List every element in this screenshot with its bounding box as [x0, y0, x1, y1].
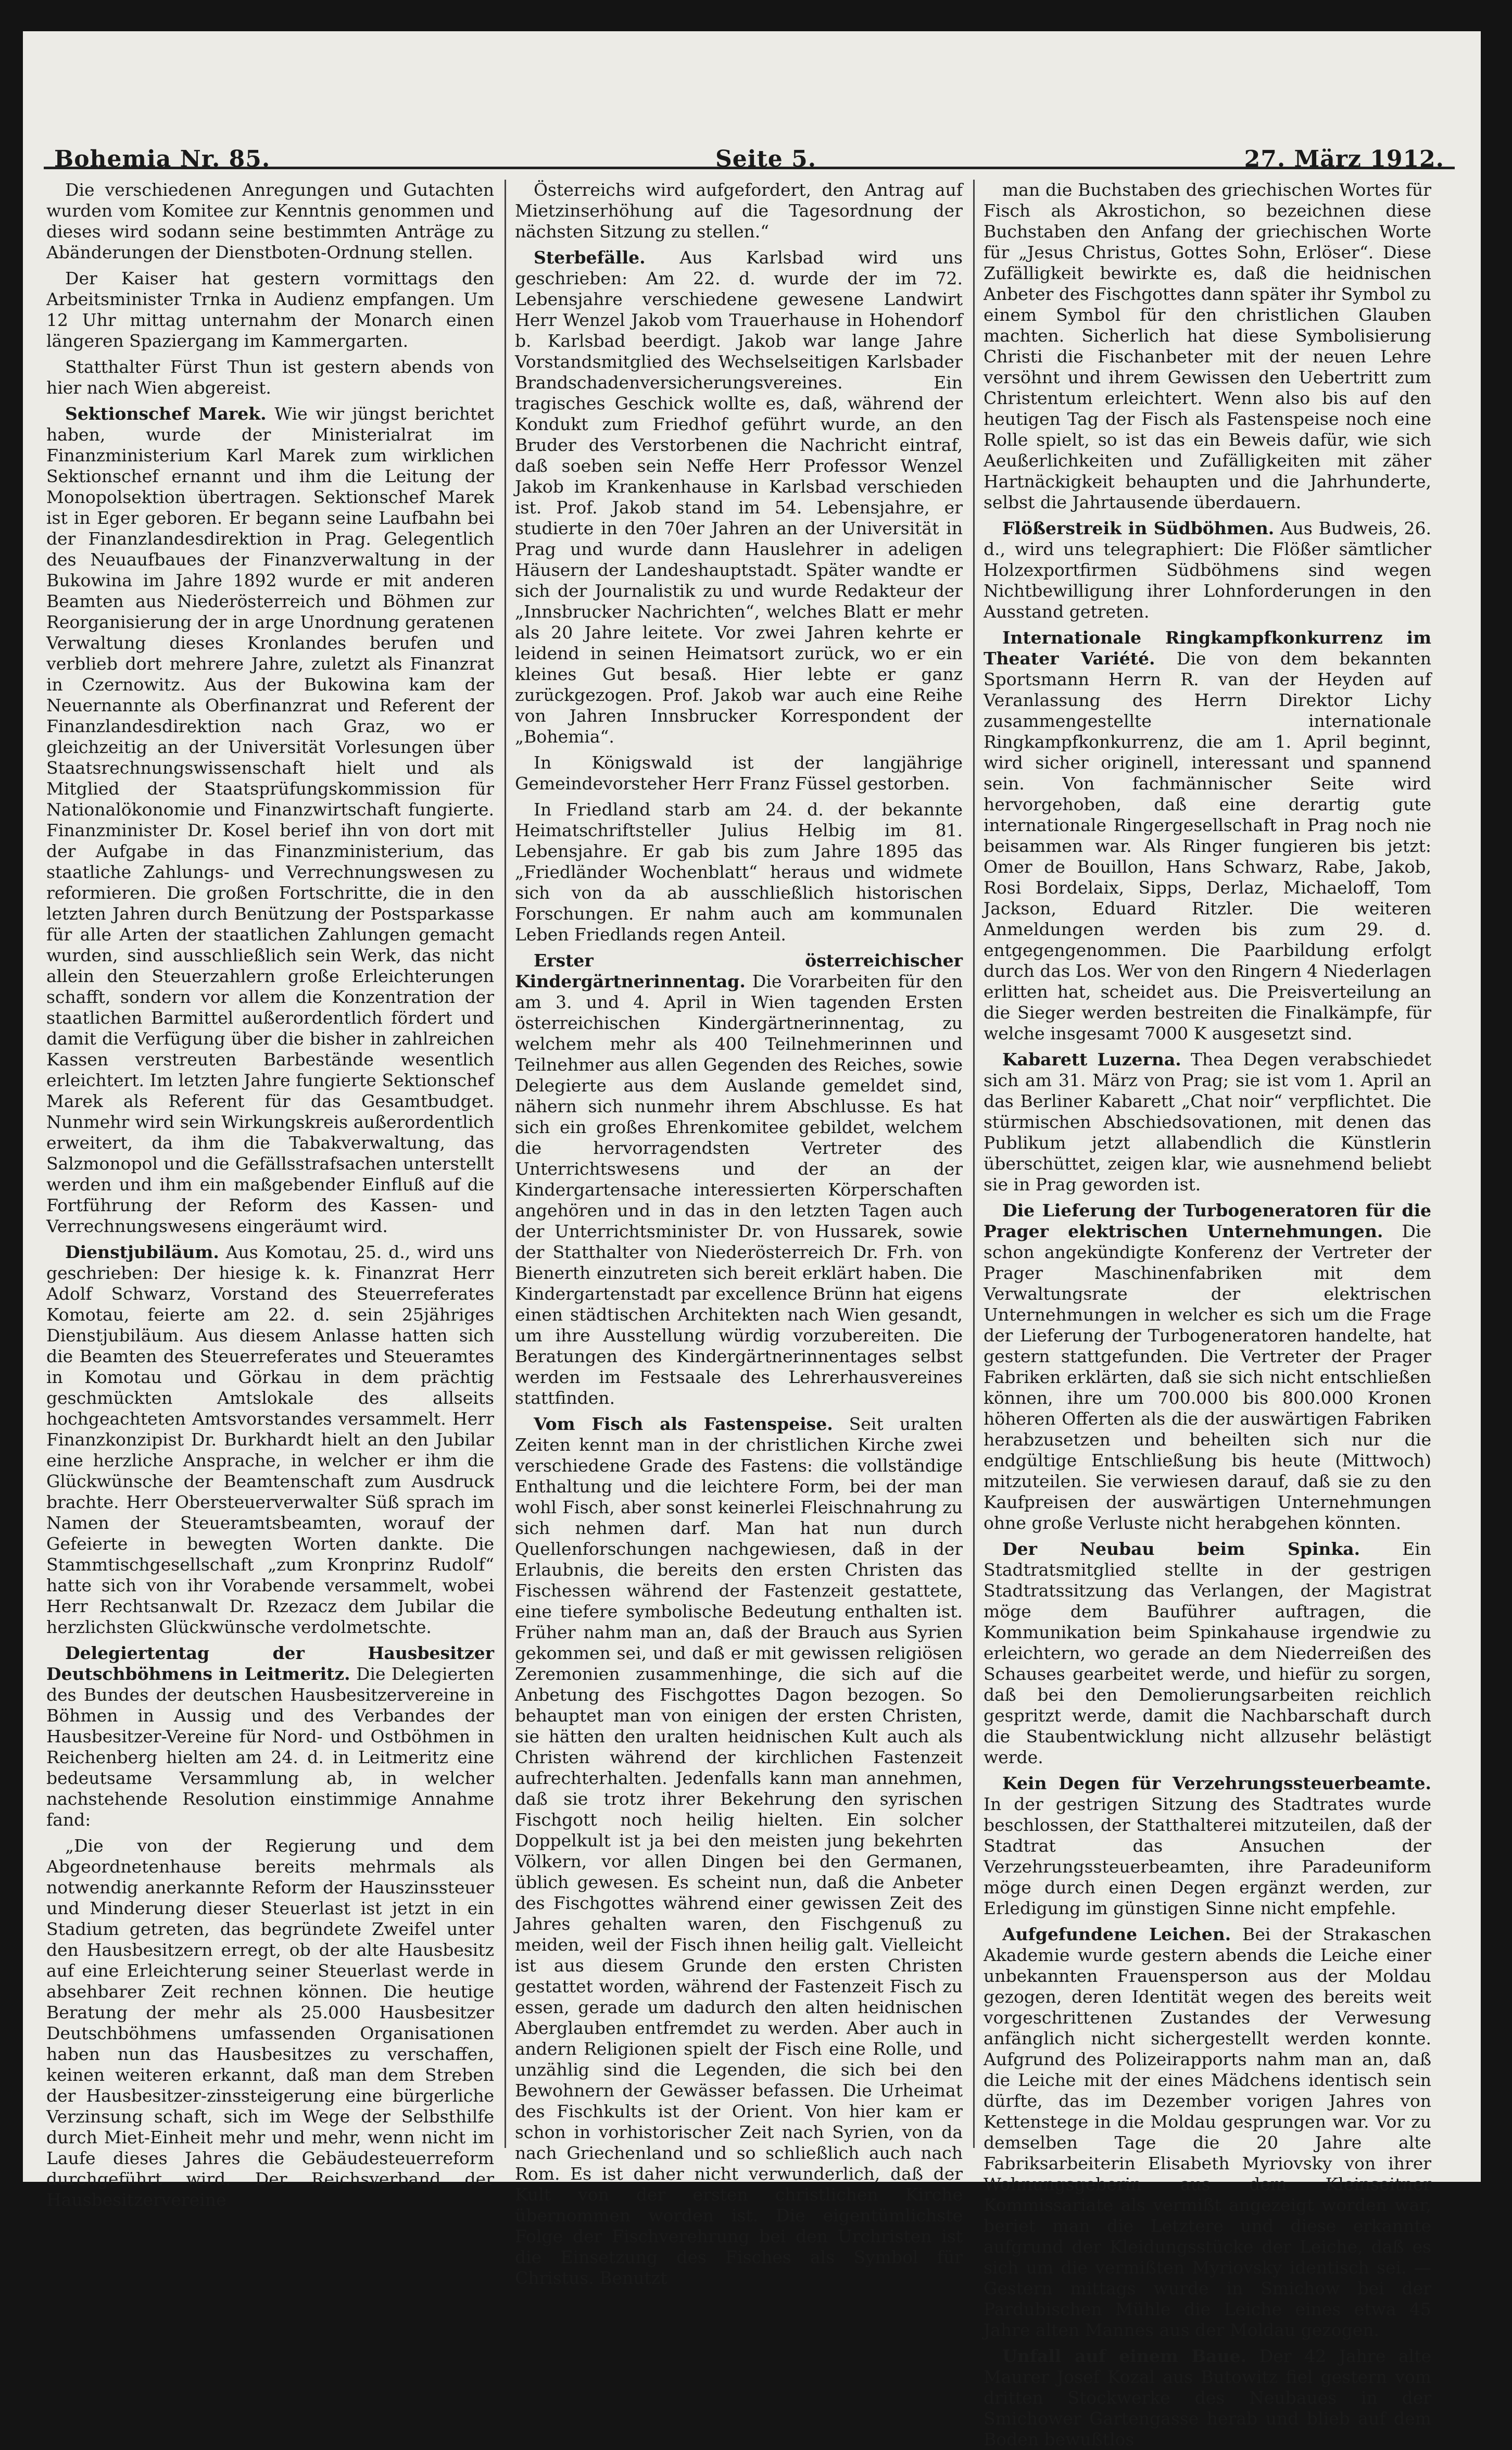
article-paragraph	[984, 1539, 1431, 1768]
article-paragraph	[515, 180, 963, 242]
article-text: Statthalter Fürst Thun ist gestern abends von hier nach Wien abgereist.	[46, 357, 494, 398]
article-paragraph	[984, 1773, 1431, 1919]
article-text: Aus Karlsbad wird uns geschrieben: Am 22. d. wurde der im 72. Lebensjahre verschiedene gewesene Landwirt Herr Wenzel Jakob vom Trauerhause in Hohendorf b. Karlsbad beerdigt. Jakob war lange Jahre Vorstandsmitglied des Wechselseitigen Karlsbader Brandschadenversicherungsvereines. Ein tragisches Geschick wollte es, daß, während der Kondukt zum Friedhof geführt wurde, an den Bruder des Verstorbenen die Nachricht eintraf, daß soeben sein Neffe Herr Professor Wenzel Jakob im Krankenhause in Karlsbad verschieden ist. Prof. Jakob stand im 54. Lebensjahre, er studierte in den 70er Jahren an der Universität in Prag und wurde dann Hauslehrer in adeligen Häusern der Landeshauptstadt. Später wandte er sich der Journalistik zu und wurde Redakteur der „Innsbrucker Nachrichten“, welches Blatt er mehr als 20 Jahre leitete. Vor zwei Jahren kehrte er leidend in seinen Heimatsort zurück, wo er ein kleines Gut besaß. Hier lebte er ganz zurückgezogen. Prof. Jakob war auch eine Reihe von Jahren Innsbrucker Korrespondent der „Bohemia“.	[515, 247, 963, 747]
article-paragraph	[46, 1643, 494, 1830]
article-paragraph	[984, 627, 1431, 1044]
article-text: In Königswald ist der langjährige Gemeindevorsteher Herr Franz Füssel gestorben.	[515, 752, 963, 794]
article-headline: Flößerstreik in Südböhmen.	[1002, 518, 1275, 538]
issue-date: 27. März 1912.	[1244, 146, 1444, 172]
article-text: Österreichs wird aufgefordert, den Antrag auf Mietzinserhöhung auf die Tagesordnung der nächsten Sitzung zu stellen.“	[515, 180, 963, 242]
article-headline: Sterbefälle.	[534, 247, 646, 268]
article-text: Seit uralten Zeiten kennt man in der christlichen Kirche zwei verschiedene Grade des Fastens: die vollständige Enthaltung und die leichtere Form, bei der man wohl Fisch, aber sonst keinerlei Fleischnahrung zu sich nehmen darf. Man hat nun durch Quellenforschungen nachgewiesen, daß in der Erlaubnis, die bereits den ersten Christen das Fischessen während der Fastenzeit gestattete, eine tiefere symbolische Bedeutung enthalten ist. Früher nahm man an, daß der Brauch aus Syrien gekommen sei, und daß er mit gewissen religiösen Zeremonien zusammenhinge, die sich auf die Anbetung des Fischgottes Dagon bezogen. So behauptet man von einigen der ersten Christen, sie hätten den uralten heidnischen Kult auch als Christen während der kirchlichen Fastenzeit aufrechterhalten. Jedenfalls kann man annehmen, daß sie trotz ihrer Bekehrung den syrischen Fischgott noch heilig hielten. Ein solcher Doppelkult ist ja bei den meisten jung bekehrten Völkern, vor allen Dingen bei den Germanen, üblich gewesen. Es scheint nun, daß die Anbeter des Fischgottes während einer gewissen Zeit des Jahres gehalten waren, den Fischgenuß zu meiden, weil der Fisch ihnen heilig galt. Vielleicht ist aus diesem Grunde den ersten Christen gestattet worden, während der Fastenzeit Fisch zu essen, gerade um dadurch den alten heidnischen Aberglauben entfremdet zu werden. Aber auch in andern Religionen spielt der Fisch eine Rolle, und unzählig sind die Legenden, die sich bei den Bewohnern der Gewässer befassen. Die Urheimat des Fischkults ist der Orient. Von hier kam er schon in vorhistorischer Zeit nach Syrien, von da nach Griechenland und so schließlich auch nach Rom. Es ist daher nicht verwunderlich, daß der Kult von der ersten christlichen Kirche übernommen worden ist. Die eigentümlichste Folge der Fischverehrung bei den Urchristen ist die Einsetzung des Fisches als Symbol für Christus. Benutzt	[515, 1414, 963, 2288]
article-text: In der gestrigen Sitzung des Stadtrates wurde beschlossen, der Statthalterei mitzuteilen, daß der Stadtrat das Ansuchen der Verzehrungssteuerbeamten, ihre Paradeuniform möge durch einen Degen ergänzt werden, zur Erledigung im günstigen Sinne nicht empfehle.	[984, 1794, 1431, 1918]
article-paragraph	[515, 1414, 963, 2289]
article-paragraph	[46, 268, 494, 351]
article-headline: Erster österreichischer Kindergärtnerinnentag.	[515, 950, 963, 991]
article-headline: Kabarett Luzerna.	[1002, 1049, 1181, 1070]
article-headline: Unfall auf einem Baue.	[1002, 2346, 1247, 2366]
article-headline: Delegiertentag der Hausbesitzer Deutschböhmens in Leitmeritz.	[46, 1643, 494, 1684]
article-paragraph	[46, 1242, 494, 1638]
article-text: Die Delegierten des Bundes der deutschen Hausbesitzervereine in Böhmen in Aussig und des Verbandes der Hausbesitzer-Vereine für Nord- und Ostböhmen in Reichenberg hielten am 24. d. in Leitmeritz eine bedeutsame Versammlung ab, in welcher nachstehende Resolution einstimmige Annahme fand:	[46, 1664, 494, 1830]
article-paragraph	[984, 1200, 1431, 1534]
article-text: In Friedland starb am 24. d. der bekannte Heimatschriftsteller Julius Helbig im 81. Lebensjahre. Er gab bis zum Jahre 1895 das „Friedländer Wochenblatt“ heraus und widmete sich von da ab ausschließlich historischen Forschungen. Er nahm auch am kommunalen Leben Friedlands regen Anteil.	[515, 799, 963, 945]
article-text: Aus Budweis, 26. d., wird uns telegraphiert: Die Flößer sämtlicher Holzexportfirmen Südböhmens sind wegen Nichtbewilligung ihrer Lohnforderungen in den Ausstand getreten.	[984, 518, 1431, 622]
article-text: „Die von der Regierung und dem Abgeordnetenhause bereits mehrmals als notwendig anerkannte Reform der Hauszinssteuer und Minderung dieser Steuerlast ist jetzt in ein Stadium getreten, das begründete Zweifel unter den Hausbesitzern erregt, ob der alte Hausbesitz auf eine Erleichterung seiner Steuerlast werde in absehbarer Zeit rechnen können. Die heutige Beratung der mehr als 25.000 Hausbesitzer Deutschböhmens umfassenden Organisationen haben nun das Hausbesitzes zu verschaffen, keinen weiteren erkannt, daß man dem Streben der Hausbesitzer-zinssteigerung eine bürgerliche Verzinsung schaft, sich im Wege der Selbsthilfe durch Miet-Einheit mehr und mehr, wenn nicht im Laufe dieses Jahres die Gebäudesteuerreform durchgeführt wird. Der Reichsverband der Hausbesitzervereine	[46, 1836, 494, 2210]
column-divider	[505, 180, 506, 2148]
article-paragraph	[515, 247, 963, 747]
article-headline: Der Neubau beim Spinka.	[1002, 1539, 1360, 1559]
article-paragraph	[984, 1049, 1431, 1195]
article-paragraph	[46, 357, 494, 398]
article-headline: Sektionschef Marek.	[65, 404, 267, 424]
article-paragraph	[46, 404, 494, 1237]
article-paragraph	[984, 180, 1431, 513]
column-2	[515, 180, 963, 2288]
article-headline: Internationale Ringkampfkonkurrenz im Theater Variété.	[984, 627, 1431, 669]
article-text: Die schon angekündigte Konferenz der Vertreter der Prager Maschinenfabriken mit dem Verwaltungsrate der elektrischen Unternehmungen in welcher es sich um die Frage der Lieferung der Turbogeneratoren handelte, hat gestern stattgefunden. Die Vertreter der Prager Fabriken erklärten, daß sie sich nicht entschließen können, ihre um 700.000 bis 800.000 Kronen höheren Offerten als die der auswärtigen Fabriken herabzusetzen und beheilten sich nur die endgültige Entschließung bis heute (Mittwoch) mitzuteilen. Sie verwiesen darauf, daß sie zu den Kaufpreisen der auswärtigen Unternehmungen ohne große Verluste nicht herabgehen könnten.	[984, 1221, 1431, 1533]
newspaper-page	[23, 31, 1481, 2449]
article-text: Die verschiedenen Anregungen und Gutachten wurden vom Komitee zur Kenntnis genommen und dieses wird sodann seine bestimmten Anträge zu Abänderungen der Dienstboten-Ordnung stellen.	[46, 180, 494, 262]
article-paragraph	[515, 950, 963, 1409]
article-text: Der 42 Jahre alte Maurer Josef Kozal aus Butowitz fiel gestern vom dritten Stockwerke des Neubaues in der Smichower Gartengasse herab und blieb auf dem Boden bewußtlos	[984, 2346, 1431, 2449]
article-paragraph	[984, 1924, 1431, 2341]
article-headline: Aufgefundene Leichen.	[1002, 1924, 1231, 1944]
article-paragraph	[46, 180, 494, 263]
article-text: Aus Komotau, 25. d., wird uns geschrieben: Der hiesige k. k. Finanzrat Herr Adolf Schwarz, Vorstand des Steuerreferates Komotau, feierte am 22. d. sein 25jähriges Dienstjubiläum. Aus diesem Anlasse hatten sich die Beamten des Steuerreferates und Steueramtes in Komotau und Görkau in dem prächtig geschmückten Amtslokale des allseits hochgeachteten Amtsvorstandes versammelt. Herr Finanzkonzipist Dr. Burkhardt hielt an den Jubilar eine herzliche Ansprache, in welcher er ihm die Glückwünsche der Beamtenschaft zum Ausdruck brachte. Herr Obersteuerverwalter Süß sprach im Namen der Steueramtsbeamten, worauf der Gefeierte in bewegten Worten dankte. Die Stammtischgesellschaft „zum Kronprinz Rudolf“ hatte sich von ihr Vorabende versammelt, wobei Herr Rechtsanwalt Dr. Rzezacz dem Jubilar die herzlichsten Glückwünsche verdolmetschte.	[46, 1242, 494, 1637]
page-header	[44, 109, 1455, 172]
issue-number: Bohemia Nr. 85.	[54, 146, 271, 172]
article-text: Bei der Strakaschen Akademie wurde gestern abends die Leiche einer unbekannten Frauensperson aus der Moldau gezogen, deren Identität wegen des bereits weit vorgeschrittenen Zustandes der Verwesung anfänglich nicht sichergestellt werden konnte. Aufgrund des Polizeirapports nahm man an, daß die Leiche mit der eines Mädchens identisch sein dürfte, das im Dezember vorigen Jahres von Kettenstege in die Moldau gesprungen war. Vor zu demselben Tage die 20 Jahre alte Fabriksarbeiterin Elisabeth Myriovsky von ihrer Wohnungsgeberin aus dem Kleinseitner Kommissariate als vermißt angezeigt worden war, beriet man die Letztere und diese erkannte aufgrund der Kleidungsstücke der Leiche, daß es sich um die vermißten Myriovsky identisch sei. — Gestern mittags wurde in Smichow bei der Pardubischen Mühle die Leiche eines etwa 45 Jahre alten Mannes aus der Moldau gezogen.	[984, 1924, 1432, 2340]
article-headline: Kein Degen für Verzehrungssteuerbeamte.	[1002, 1773, 1431, 1793]
page-number: Seite 5.	[715, 146, 817, 172]
article-text: Der Kaiser hat gestern vormittags den Arbeitsminister Trnka in Audienz empfangen. Um 12 Uhr mittag unternahm der Monarch einen längeren Spaziergang im Kammergarten.	[46, 268, 494, 351]
article-paragraph	[984, 2346, 1431, 2450]
column-divider	[973, 180, 975, 2148]
article-headline: Die Lieferung der Turbogeneratoren für die Prager elektrischen Unternehmungen.	[984, 1200, 1431, 1241]
article-paragraph	[984, 518, 1431, 622]
article-text: Die Vorarbeiten für den am 3. und 4. April in Wien tagenden Ersten österreichischen Kindergärtnerinnentag, zu welchem mehr als 400 Teilnehmerinnen und Teilnehmer aus allen Gegenden des Reiches, sowie Delegierte aus dem Auslande gemeldet sind, nähern sich nunmehr ihrem Abschlusse. Es hat sich ein großes Ehrenkomitee gebildet, welchem die hervorragendsten Vertreter des Unterrichtswesens und der an der Kindergartensache interessierten Körperschaften angehören und in das in den letzten Tagen auch der Unterrichtsminister Dr. von Hussarek, sowie der Statthalter von Niederösterreich Dr. Frh. von Bienerth einzutreten sich bereit erklärt haben. Die Kindergartenstadt par excellence Brünn hat eigens einen städtischen Architekten nach Wien gesandt, um ihre Ausstellung würdig vorzubereiten. Die Beratungen des Kindergärtnerinnentages selbst werden im Festsaale des Lehrerhausvereines stattfinden.	[515, 971, 963, 1408]
article-text: Wie wir jüngst berichtet haben, wurde der Ministerialrat im Finanzministerium Karl Marek zum wirklichen Sektionschef ernannt und ihm die Leitung der Monopolsektion übertragen. Sektionschef Marek ist in Eger geboren. Er begann seine Laufbahn bei der Finanzlandesdirektion in Prag. Gelegentlich des Neuaufbaues der Finanzverwaltung in der Bukowina im Jahre 1892 wurde er mit anderen Beamten aus Niederösterreich und Böhmen zur Reorganisierung der in arge Unordnung geratenen Verwaltung dieses Kronlandes berufen und verblieb dort mehrere Jahre, zuletzt als Finanzrat in Czernowitz. Aus der Bukowina kam der Neuernannte als Oberfinanzrat und Referent der Finanzlandesdirektion nach Graz, wo er gleichzeitig an der Universität Vorlesungen über Staatsrechnungswissenschaft hielt und als Mitglied der Staatsprüfungskommission für Nationalökonomie und Finanzwirtschaft fungierte. Finanzminister Dr. Kosel berief ihn von dort mit der Aufgabe in das Finanzministerium, das staatliche Zahlungs- und Verrechnungswesen zu reformieren. Die großen Fortschritte, die in den letzten Jahren durch Benützung der Postsparkasse für alle Arten der staatlichen Zahlungen gemacht wurden, sind ausschließlich sein Werk, das nicht allein den Steuerzahlern große Erleichterungen schafft, sondern vor allem die Konzentration der staatlichen Barmittel außerordentlich fördert und damit die Verfügung über die bisher in zahlreichen Kassen verstreuten Barbestände wesentlich erleichtert. Im letzten Jahre fungierte Sektionschef Marek als Referent für das Gesamtbudget. Nunmehr wird sein Wirkungskreis außerordentlich erweitert, da ihm die Tabakverwaltung, das Salzmonopol und die Gefällsstrafsachen unterstellt werden und ihm ein maßgebender Einfluß auf die Fortführung der Reform des Kassen- und Verrechnungswesens eingeräumt wird.	[46, 404, 495, 1236]
article-text: Die von dem bekannten Sportsmann Herrn R. van der Heyden auf Veranlassung des Herrn Direktor Lichy zusammengestellte internationale Ringkampfkonkurrenz, die am 1. April beginnt, wird sicher originell, interessant und spannend sein. Von fachmännischer Seite wird hervorgehoben, daß eine derartig gute internationale Ringergesellschaft in Prag noch nie beisammen war. Als Ringer fungieren bis jetzt: Omer de Bouillon, Hans Schwarz, Rabe, Jakob, Rosi Bordelaix, Sipps, Derlaz, Michaeloff, Tom Jackson, Eduard Ritzler. Die weiteren Anmeldungen werden bis zum 29. d. entgegengenommen. Die Paarbildung erfolgt durch das Los. Wer von den Ringern 4 Niederlagen erlitten hat, scheidet aus. Die Preisverteilung an die Sieger werden bestreiten die Finalkämpfe, für welche insgesamt 7000 K ausgesetzt sind.	[984, 648, 1431, 1044]
column-3	[984, 180, 1432, 2449]
column-1	[46, 180, 495, 2210]
article-text: Thea Degen verabschiedet sich am 31. März von Prag; sie ist vom 1. April an das Berliner Kabarett „Chat noir“ verpflichtet. Die stürmischen Abschiedsovationen, mit denen das Publikum jetzt allabendlich die Künstlerin überschüttet, zeigen klar, wie ausnehmend beliebt sie in Prag geworden ist.	[984, 1049, 1431, 1195]
article-text: man die Buchstaben des griechischen Wortes für Fisch als Akrostichon, so bezeichnen diese Buchstaben den Anfang der griechischen Worte für „Jesus Christus, Gottes Sohn, Erlöser“. Diese Zufälligkeit bewirkte es, daß die heidnischen Anbeter des Fischgottes dann später ihr Symbol zu einem Symbol für den christlichen Glauben machten. Sicherlich hat diese Symbolisierung Christi die Fischanbeter mit der neuen Lehre versöhnt und ihrem Gewissen den Uebertritt zum Christentum erleichtert. Wenn also bis auf den heutigen Tag der Fisch als Fastenspeise noch eine Rolle spielt, so ist das ein Beweis dafür, wie sich Aeußerlichkeiten und Zufälligkeiten mit zäher Hartnäckigkeit behaupten und die Jahrhunderte, selbst die Jahrtausende überdauern.	[984, 180, 1431, 512]
article-headline: Vom Fisch als Fastenspeise.	[534, 1414, 833, 1434]
article-text: Ein Stadtratsmitglied stellte in der gestrigen Stadtratssitzung das Verlangen, der Magistrat möge dem Bauführer auftragen, die Kommunikation beim Spinkahause irgendwie zu erleichtern, wo gerade an dem Niederreißen des Schauses gearbeitet werde, und hiefür zu sorgen, daß bei den Demolierungsarbeiten reichlich gespritzt werde, damit die Nachbarschaft durch die Staubentwicklung nicht allzusehr belästigt werde.	[984, 1539, 1431, 1767]
article-paragraph	[46, 1836, 494, 2210]
article-paragraph	[515, 752, 963, 794]
article-headline: Dienstjubiläum.	[65, 1242, 219, 1262]
article-paragraph	[515, 799, 963, 945]
